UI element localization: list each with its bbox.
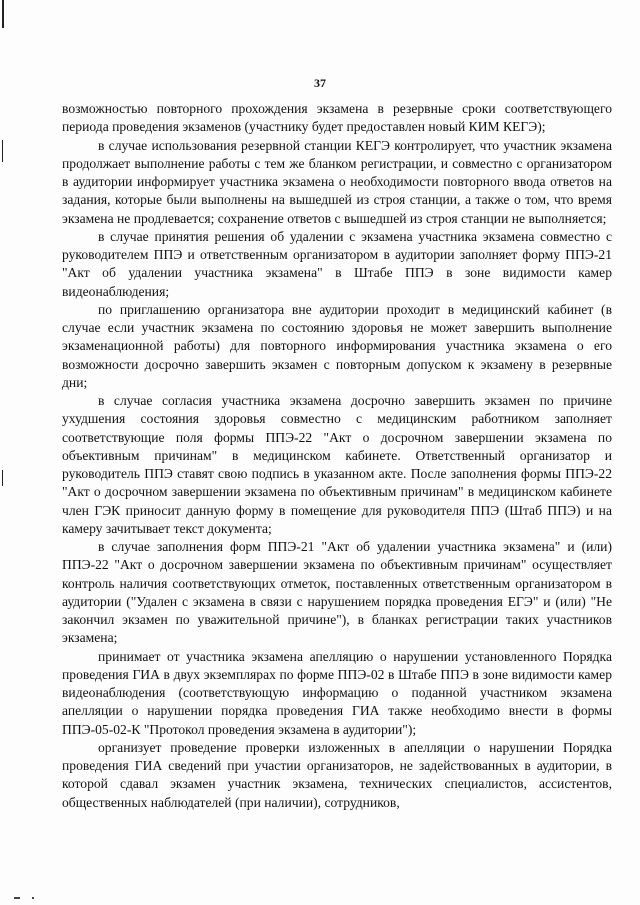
paragraph: по приглашению организатора вне аудитории проходит в медицинский кабинет (в случае если участник экзамена по состоянию здоровья не может завершить выполнение экзаменационной работы) для повторного информирования участника экзамена о его возможности досрочно завершить экзамен с повторным допуском к экзамену в резервные дни; <box>62 301 612 390</box>
page-number: 37 <box>314 76 326 90</box>
paragraph: в случае согласия участника экзамена досрочно завершить экзамен по причине ухудшения состояния здоровья совместно с медицинским работником заполняет соответствующие поля формы ППЭ-22 "Акт о досрочном завершении экзамена по объективным причинам" в медицинском кабинете. Ответственный организатор и руководитель ППЭ ставят свою подпись в указанном акте. После заполнения формы ППЭ-22 "Акт о досрочном завершении экзамена по объективным причинам" в медицинском кабинете член ГЭК приносит данную форму в помещение для руководителя ППЭ (Штаб ППЭ) и на камеру зачитывает текст документа; <box>62 393 612 536</box>
paragraph: возможностью повторного прохождения экзамена в резервные сроки соответствующего периода проведения экзаменов (участнику будет предоставлен новый КИМ КЕГЭ); <box>62 101 612 135</box>
paragraph: организует проведение проверки изложенных в апелляции о нарушении Порядка проведения ГИА сведений при участии организаторов, не задействованных в аудитории, в которой сдавал экзамен участник экзамена, технических специалистов, ассистентов, общественных наблюдателей (при наличии), сотрудников, <box>62 739 612 810</box>
paragraph: в случае использования резервной станции КЕГЭ контролирует, что участник экзамена продолжает выполнение работы с тем же бланком регистрации, и совместно с организатором в аудитории информирует участника экзамена о необходимости повторного ввода ответов на задания, которые были выполнены на вышедшей из строя станции, а также о том, что время экзамена не продлевается; сохранение ответов с вышедшей из строя станции не выполняется; <box>62 137 612 226</box>
document-body <box>62 100 612 812</box>
paragraph: принимает от участника экзамена апелляцию о нарушении установленного Порядка проведения ГИА в двух экземплярах по форме ППЭ-02 в Штабе ППЭ в зоне видимости камер видеонаблюдения (соответствующую информацию о поданной участником экзамена апелляции о нарушении порядка проведения ГИА также необходимо внести в формы ППЭ-05-02-К "Протокол проведения экзамена в аудитории"); <box>62 648 612 737</box>
paragraph: в случае принятия решения об удалении с экзамена участника экзамена совместно с руководителем ППЭ и ответственным организатором в аудитории заполняет форму ППЭ-21 "Акт об удалении участника экзамена" в Штабе ППЭ в зоне видимости камер видеонаблюдения; <box>62 228 612 299</box>
scan-edge-dots <box>14 897 54 899</box>
scan-edge-mark <box>2 470 3 486</box>
paragraph: в случае заполнения форм ППЭ-21 "Акт об удалении участника экзамена" и (или) ППЭ-22 "Акт о досрочном завершении экзамена по объективным причинам" осуществляет контроль наличия соответствующих отметок, поставленных ответственным организатором в аудитории ("Удален с экзамена в связи с нарушением порядка проведения ЕГЭ" и (или) "Не закончил экзамен по уважительной причине"), в бланках регистрации таких участников экзамена; <box>62 539 612 646</box>
scan-edge-mark <box>2 0 4 28</box>
scan-edge-mark <box>2 140 3 162</box>
